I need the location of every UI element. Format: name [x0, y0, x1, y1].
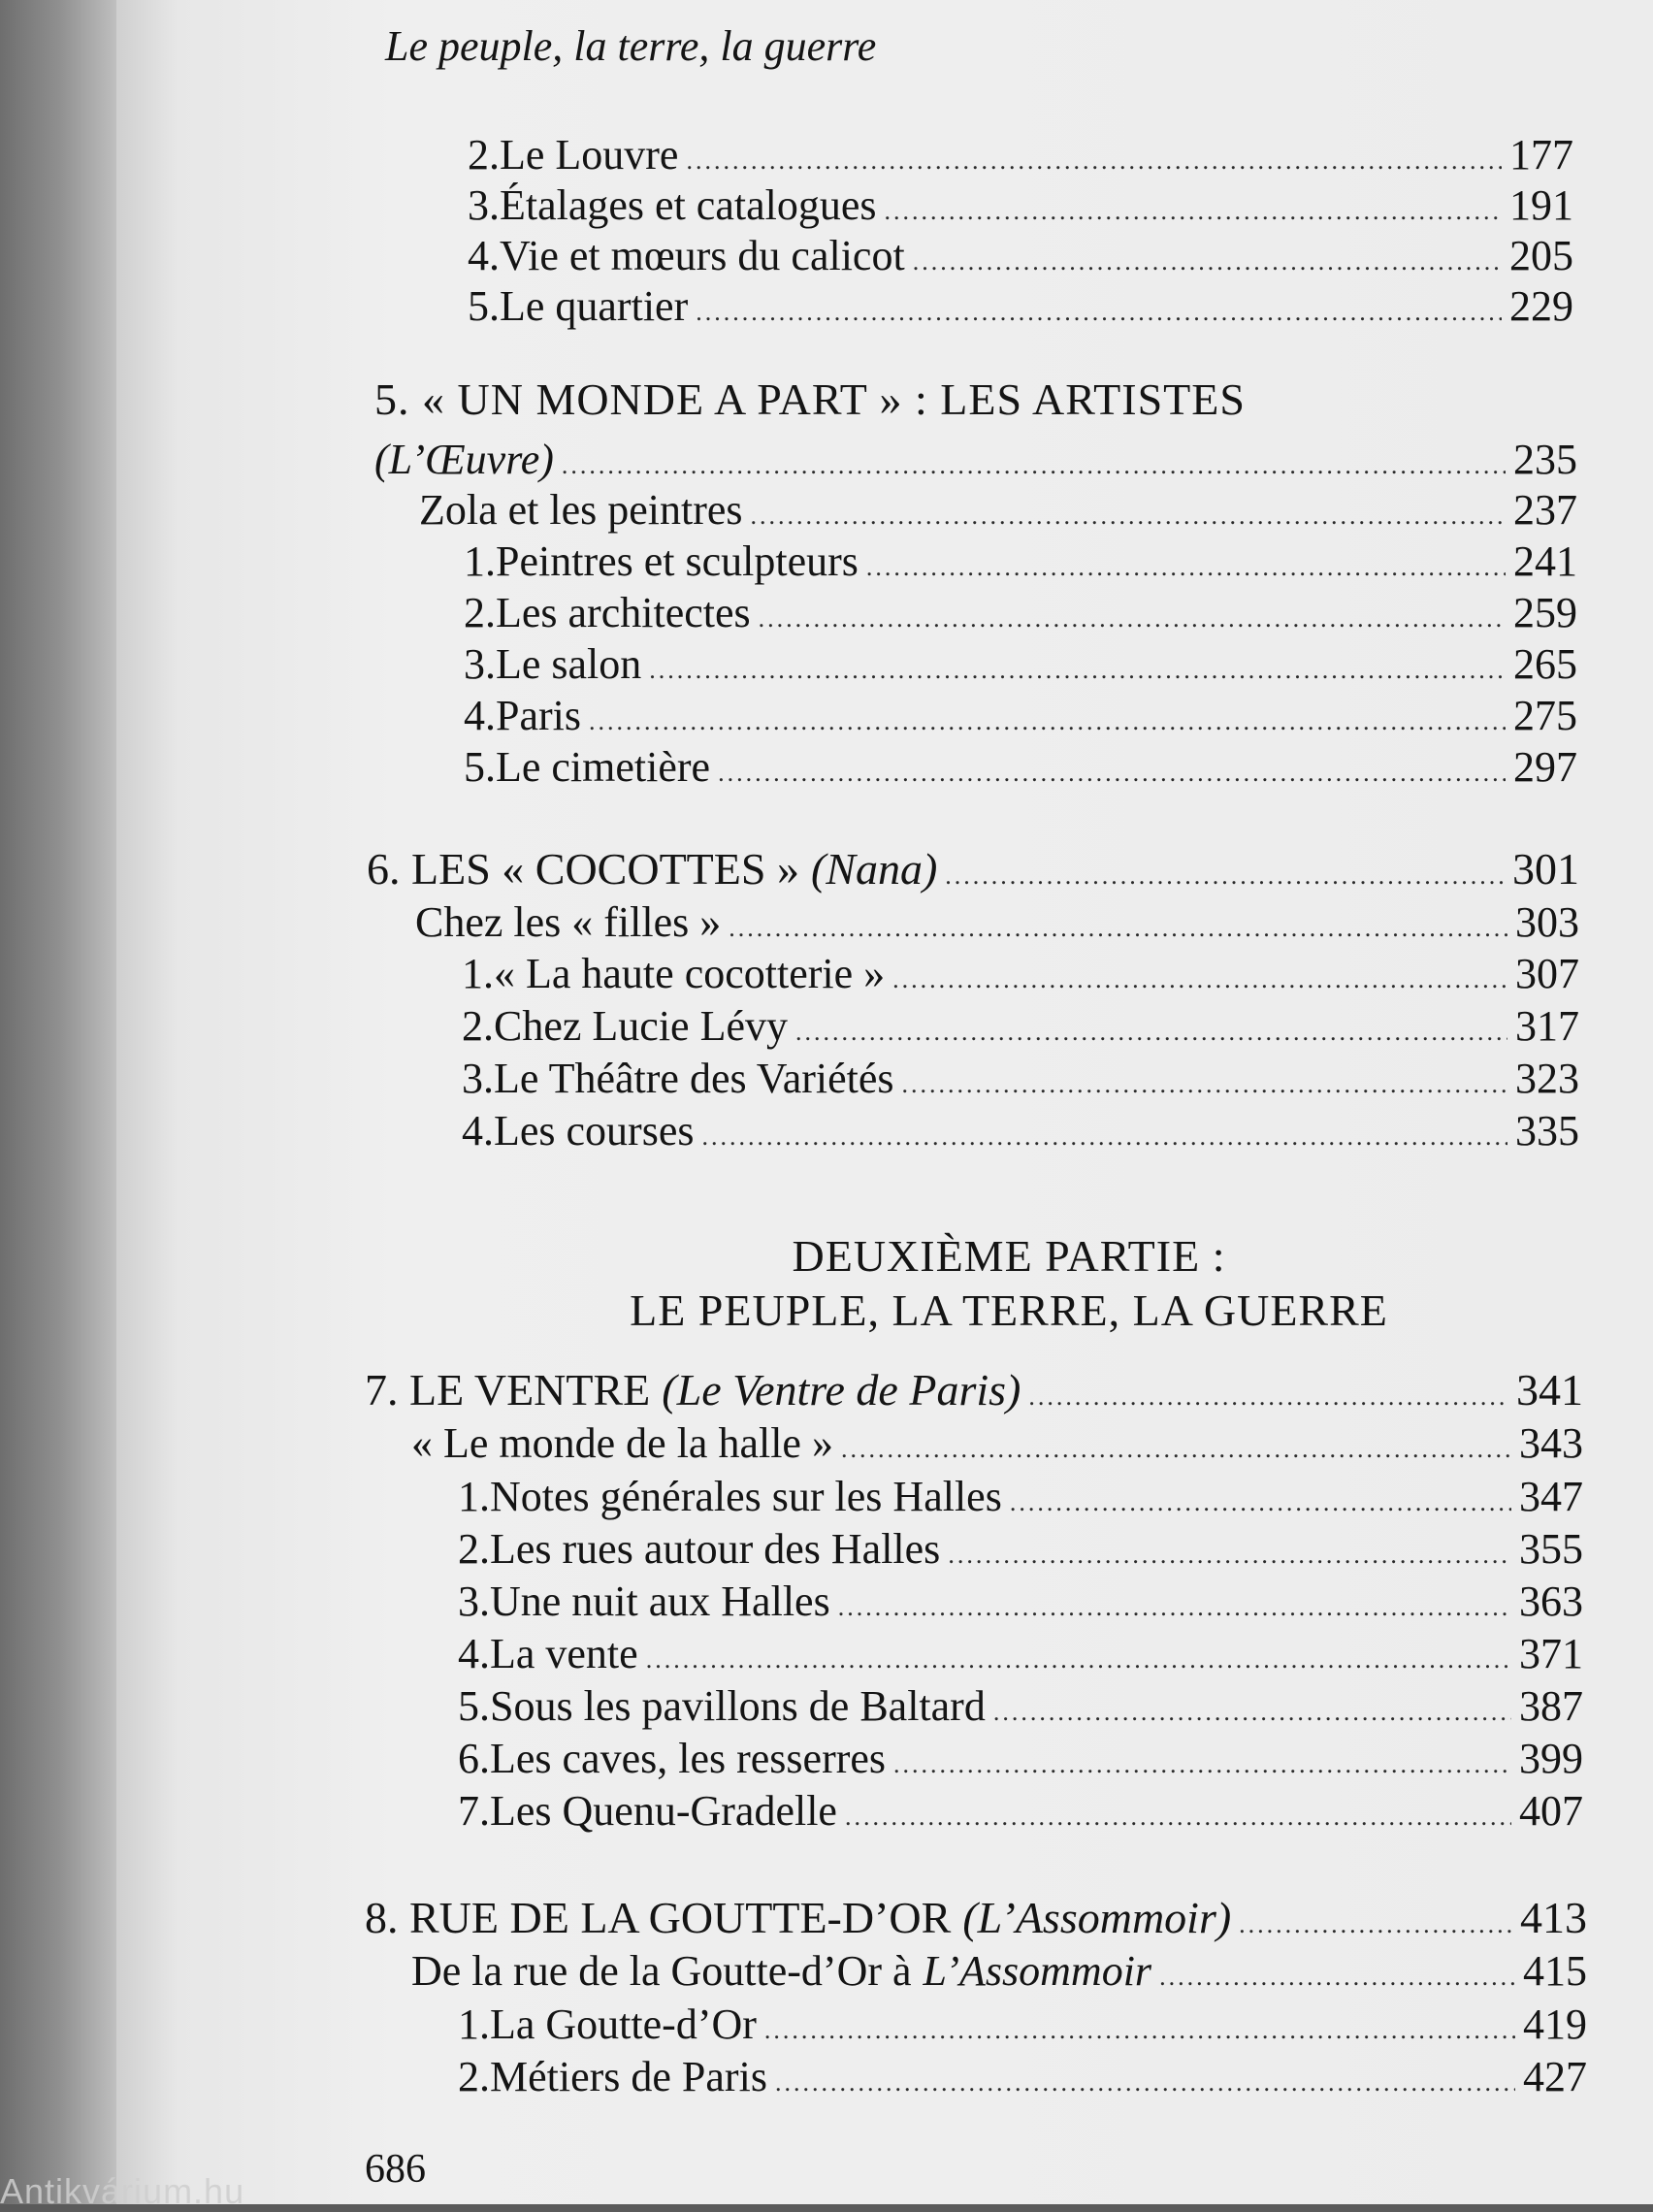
entry-page: 241 — [1513, 537, 1577, 585]
entry-label: De la rue de la Goutte-d’Or à — [411, 1947, 912, 1995]
entry-number: 1. — [464, 537, 496, 585]
dot-leader — [866, 542, 1506, 593]
entry-label: Chez les « filles » — [415, 898, 722, 946]
toc-entry — [411, 1946, 1587, 1997]
entry-page: 415 — [1523, 1947, 1587, 1995]
entry-page: 371 — [1519, 1630, 1583, 1677]
chapter-6-title: 6. LES « COCOTTES » — [367, 844, 799, 894]
entry-label: Une nuit aux Halles — [490, 1578, 830, 1625]
dot-leader — [838, 1582, 1511, 1633]
entry-number: 3. — [468, 181, 500, 229]
part-2-heading-line-2: LE PEUPLE, LA TERRE, LA GUERRE — [630, 1285, 1388, 1335]
entry-label: Notes générales sur les Halles — [490, 1473, 1002, 1520]
entry-page: 301 — [1512, 844, 1579, 894]
entry-page: 177 — [1509, 131, 1573, 179]
toc-entry — [468, 130, 1573, 180]
toc-entry — [468, 231, 1573, 281]
toc-entry — [464, 742, 1577, 793]
chapter-8-title: 8. RUE DE LA GOUTTE-D’OR — [365, 1893, 952, 1942]
entry-label: Le cimetière — [496, 743, 711, 791]
entry-number: 2. — [468, 131, 500, 179]
toc-entry — [458, 1472, 1583, 1522]
entry-page: 307 — [1515, 950, 1579, 997]
watermark: Antikvárium.hu — [0, 2171, 245, 2211]
dot-leader — [751, 491, 1506, 541]
dot-leader — [893, 1740, 1511, 1790]
dot-leader — [775, 2058, 1515, 2108]
chapter-7-title: 7. LE VENTRE — [365, 1365, 651, 1415]
dot-leader — [892, 955, 1507, 1005]
entry-page: 205 — [1509, 232, 1573, 279]
chapter-5-subtitle-row — [374, 435, 1577, 485]
entry-page: 335 — [1515, 1107, 1579, 1155]
toc-entry — [419, 485, 1577, 536]
entry-number: 7. — [458, 1787, 490, 1835]
toc-entry — [458, 1629, 1583, 1679]
entry-label: Le Théâtre des Variétés — [494, 1055, 894, 1102]
entry-label: Les architectes — [496, 589, 751, 636]
dot-leader — [562, 440, 1506, 491]
entry-label: Métiers de Paris — [490, 2053, 767, 2100]
toc-entry — [458, 2000, 1587, 2050]
entry-label: Paris — [496, 692, 581, 739]
entry-number: 1. — [462, 950, 494, 997]
chapter-7-title-italic: (Le Ventre de Paris) — [662, 1365, 1021, 1415]
entry-page: 413 — [1520, 1893, 1587, 1942]
entry-page: 259 — [1513, 589, 1577, 636]
dot-leader — [1028, 1372, 1508, 1422]
entry-page: 427 — [1523, 2053, 1587, 2100]
chapter-8-title-row — [365, 1893, 1587, 1943]
entry-page: 237 — [1513, 486, 1577, 534]
entry-page: 229 — [1509, 282, 1573, 330]
entry-page: 363 — [1519, 1578, 1583, 1625]
dot-leader — [589, 697, 1506, 747]
entry-number: 2. — [458, 1525, 490, 1573]
part-2-heading-line-1: DEUXIÈME PARTIE : — [792, 1231, 1226, 1281]
dot-leader — [902, 1059, 1507, 1110]
entry-number: 6. — [458, 1735, 490, 1782]
entry-page: 399 — [1519, 1735, 1583, 1782]
entry-label: Le Louvre — [500, 131, 679, 179]
toc-entry — [464, 639, 1577, 690]
entry-label: « La haute cocotterie » — [494, 950, 886, 997]
chapter-6-title-italic: (Nana) — [810, 844, 938, 894]
entry-number: 1. — [458, 1473, 490, 1520]
entry-label: Sous les pavillons de Baltard — [490, 1682, 986, 1730]
dot-leader — [1159, 1952, 1515, 2002]
entry-label: « Le monde de la halle » — [411, 1419, 833, 1467]
chapter-6-title-row — [367, 844, 1579, 895]
dot-leader — [841, 1424, 1511, 1475]
entry-page: 191 — [1509, 181, 1573, 229]
entry-number: 3. — [458, 1578, 490, 1625]
chapter-8-title-italic: (L’Assommoir) — [962, 1893, 1232, 1942]
entry-label: Vie et mœurs du calicot — [500, 232, 905, 279]
entry-page: 303 — [1515, 898, 1579, 946]
entry-label: Le quartier — [500, 282, 689, 330]
entry-page: 265 — [1513, 640, 1577, 688]
toc-entry — [464, 588, 1577, 638]
dot-leader — [795, 1007, 1507, 1057]
entry-page: 323 — [1515, 1055, 1579, 1102]
toc-entry — [462, 1106, 1579, 1156]
entry-label: Chez Lucie Lévy — [494, 1002, 788, 1050]
toc-entry — [468, 281, 1573, 332]
page-number: 686 — [365, 2147, 426, 2192]
dot-leader — [884, 186, 1502, 237]
entry-number: 4. — [462, 1107, 494, 1155]
dot-leader — [1010, 1478, 1511, 1528]
entry-number: 1. — [458, 2001, 490, 2048]
entry-page: 355 — [1519, 1525, 1583, 1573]
entry-number: 2. — [464, 589, 496, 636]
entry-number: 5. — [464, 743, 496, 791]
dot-leader — [948, 1530, 1511, 1580]
toc-entry — [458, 1734, 1583, 1784]
entry-number: 4. — [468, 232, 500, 279]
toc-entry — [462, 1054, 1579, 1104]
dot-leader — [945, 851, 1505, 901]
entry-page: 235 — [1513, 436, 1577, 483]
toc-entry — [458, 1577, 1583, 1627]
entry-label: Les caves, les resserres — [490, 1735, 887, 1782]
entry-label: Peintres et sculpteurs — [496, 537, 859, 585]
entry-label: Zola et les peintres — [419, 486, 743, 534]
entry-number: 3. — [462, 1055, 494, 1102]
chapter-5-subtitle: (L’Œuvre) — [374, 436, 554, 483]
dot-leader — [718, 748, 1506, 798]
dot-leader — [993, 1687, 1511, 1738]
dot-leader — [759, 594, 1506, 644]
entry-page: 387 — [1519, 1682, 1583, 1730]
entry-number: 5. — [458, 1682, 490, 1730]
entry-label: La Goutte-d’Or — [490, 2001, 757, 2048]
dot-leader — [729, 903, 1507, 954]
dot-leader — [913, 237, 1502, 287]
entry-page: 275 — [1513, 692, 1577, 739]
entry-page: 407 — [1519, 1787, 1583, 1835]
entry-number: 5. — [468, 282, 500, 330]
dot-leader — [649, 645, 1506, 696]
toc-entry — [462, 949, 1579, 999]
entry-label: Les courses — [494, 1107, 695, 1155]
dot-leader — [696, 287, 1502, 338]
entry-page: 347 — [1519, 1473, 1583, 1520]
entry-number: 3. — [464, 640, 496, 688]
toc-entry — [458, 1681, 1583, 1732]
toc-entry — [464, 691, 1577, 741]
entry-number: 2. — [462, 1002, 494, 1050]
entry-page: 343 — [1519, 1419, 1583, 1467]
toc-entry — [458, 2052, 1587, 2102]
dot-leader — [702, 1112, 1508, 1162]
entry-page: 341 — [1516, 1365, 1583, 1415]
entry-label: Étalages et catalogues — [500, 181, 877, 229]
chapter-5-title: 5. « UN MONDE A PART » : LES ARTISTES — [374, 374, 1246, 424]
toc-entry — [464, 537, 1577, 587]
entry-page: 317 — [1515, 1002, 1579, 1050]
toc-entry — [468, 180, 1573, 231]
toc-entry — [458, 1786, 1583, 1837]
dot-leader — [845, 1792, 1511, 1842]
entry-label: Les rues autour des Halles — [490, 1525, 941, 1573]
entry-number: 4. — [464, 692, 496, 739]
entry-page: 297 — [1513, 743, 1577, 791]
toc-entry — [411, 1418, 1583, 1469]
entry-label: Les Quenu-Gradelle — [490, 1787, 837, 1835]
running-title: Le peuple, la terre, la guerre — [385, 22, 877, 70]
dot-leader — [686, 136, 1502, 186]
dot-leader — [1239, 1900, 1512, 1950]
entry-page: 419 — [1523, 2001, 1587, 2048]
entry-label: La vente — [490, 1630, 638, 1677]
toc-entry — [462, 1001, 1579, 1052]
entry-number: 2. — [458, 2053, 490, 2100]
dot-leader — [646, 1635, 1511, 1685]
chapter-7-title-row — [365, 1365, 1583, 1415]
entry-label: Le salon — [496, 640, 642, 688]
toc-entry — [458, 1524, 1583, 1575]
toc-entry — [415, 897, 1579, 948]
entry-number: 4. — [458, 1630, 490, 1677]
entry-label-italic: L’Assommoir — [923, 1947, 1152, 1995]
dot-leader — [764, 2005, 1515, 2056]
